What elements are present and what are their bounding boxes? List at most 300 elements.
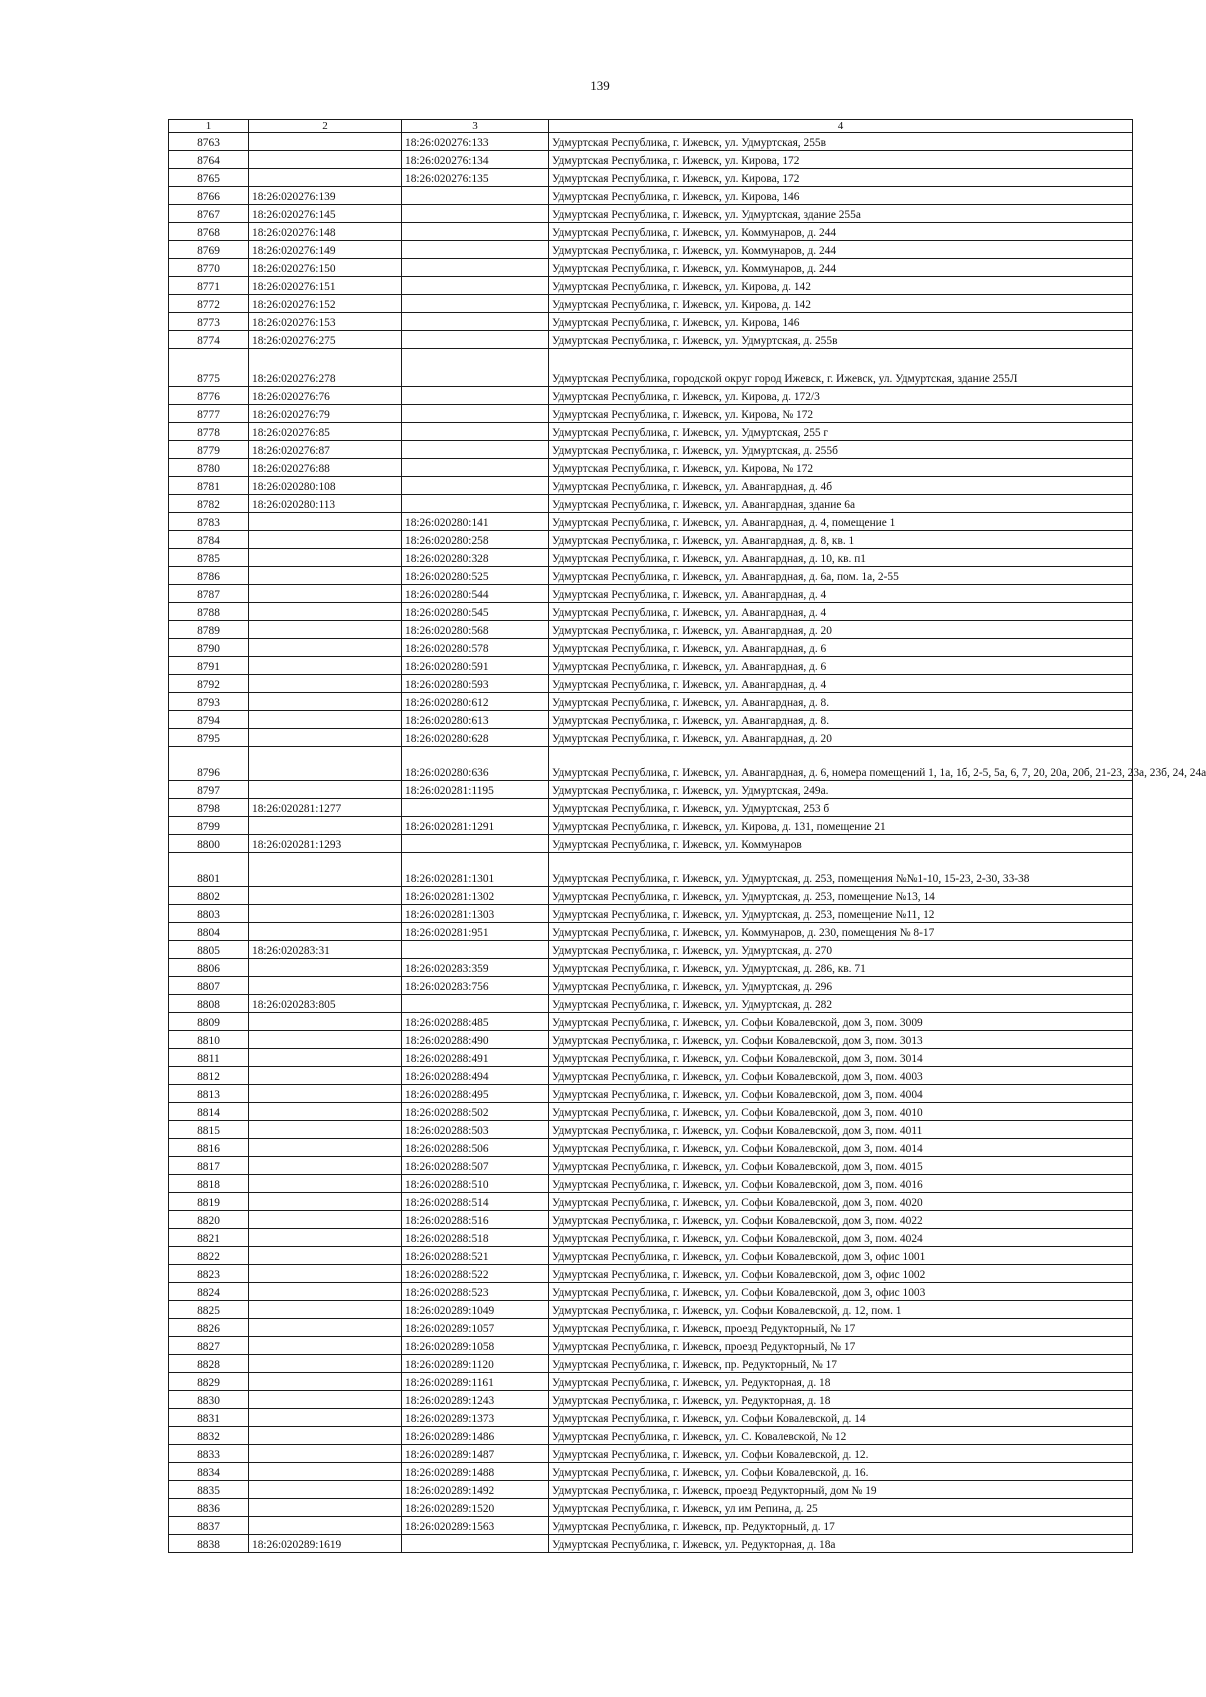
cadastral-number-cell: 18:26:020280:258 [402, 531, 549, 549]
table-row [169, 405, 1133, 423]
cadastral-number-cell [249, 549, 402, 567]
table-row [169, 133, 1133, 151]
cadastral-number-cell [249, 1517, 402, 1535]
row-number-cell: 8822 [169, 1247, 249, 1265]
row-number-cell: 8798 [169, 799, 249, 817]
cadastral-number-cell: 18:26:020289:1049 [402, 1301, 549, 1319]
table-row [169, 853, 1133, 887]
cadastral-number-cell: 18:26:020276:153 [249, 313, 402, 331]
cadastral-number-cell: 18:26:020288:507 [402, 1157, 549, 1175]
address-cell: Удмуртская Республика, г. Ижевск, ул. Коммунаров, д. 230, помещения № 8-17 [549, 923, 1133, 941]
address-cell: Удмуртская Республика, г. Ижевск, ул. Удмуртская, 249а. [549, 781, 1133, 799]
cadastral-number-cell: 18:26:020281:1291 [402, 817, 549, 835]
address-cell: Удмуртская Республика, г. Ижевск, ул. Софьи Ковалевской, д. 14 [549, 1409, 1133, 1427]
cadastral-number-cell [402, 349, 549, 387]
cadastral-number-cell: 18:26:020280:544 [402, 585, 549, 603]
table-row [169, 223, 1133, 241]
address-cell: Удмуртская Республика, г. Ижевск, ул. Софьи Ковалевской, дом 3, пом. 3014 [549, 1049, 1133, 1067]
row-number-cell: 8795 [169, 729, 249, 747]
cadastral-number-cell [402, 477, 549, 495]
cadastral-number-cell [249, 1049, 402, 1067]
row-number-cell: 8777 [169, 405, 249, 423]
address-cell: Удмуртская Республика, г. Ижевск, ул. Удмуртская, д. 296 [549, 977, 1133, 995]
address-cell: Удмуртская Республика, г. Ижевск, ул. Авангардная, д. 4 [549, 675, 1133, 693]
row-number-cell: 8773 [169, 313, 249, 331]
table-row [169, 781, 1133, 799]
cadastral-number-cell [249, 1409, 402, 1427]
row-number-cell: 8837 [169, 1517, 249, 1535]
cadastral-number-cell [402, 423, 549, 441]
row-number-cell: 8826 [169, 1319, 249, 1337]
address-cell: Удмуртская Республика, г. Ижевск, проезд Редукторный, № 17 [549, 1337, 1133, 1355]
row-number-cell: 8770 [169, 259, 249, 277]
cadastral-number-cell [249, 1283, 402, 1301]
address-cell: Удмуртская Республика, г. Ижевск, ул. Авангардная, д. 6, номера помещений 1, 1а, 1б, 2-5, 5а, 6, 7, 20, 20а, 20б, 21-23, 23а, 23б, 24, 24а [549, 747, 1133, 781]
row-number-cell: 8806 [169, 959, 249, 977]
cadastral-number-cell: 18:26:020289:1057 [402, 1319, 549, 1337]
table-row [169, 905, 1133, 923]
address-cell: Удмуртская Республика, г. Ижевск, ул. Софьи Ковалевской, дом 3, пом. 4016 [549, 1175, 1133, 1193]
table-row [169, 495, 1133, 513]
table-row [169, 1121, 1133, 1139]
table-row [169, 1067, 1133, 1085]
cadastral-number-cell: 18:26:020276:275 [249, 331, 402, 349]
cadastral-number-cell: 18:26:020288:502 [402, 1103, 549, 1121]
cadastral-number-cell: 18:26:020276:88 [249, 459, 402, 477]
address-cell: Удмуртская Республика, г. Ижевск, ул. Авангардная, д. 20 [549, 729, 1133, 747]
cadastral-number-cell: 18:26:020281:1277 [249, 799, 402, 817]
table-row [169, 1301, 1133, 1319]
table-row [169, 1193, 1133, 1211]
cadastral-number-cell: 18:26:020289:1488 [402, 1463, 549, 1481]
table-row [169, 313, 1133, 331]
row-number-cell: 8783 [169, 513, 249, 531]
row-number-cell: 8831 [169, 1409, 249, 1427]
cadastral-number-cell [249, 1463, 402, 1481]
row-number-cell: 8805 [169, 941, 249, 959]
cadastral-number-cell [402, 331, 549, 349]
table-row [169, 1175, 1133, 1193]
table-row [169, 241, 1133, 259]
cadastral-number-cell: 18:26:020288:494 [402, 1067, 549, 1085]
row-number-cell: 8791 [169, 657, 249, 675]
row-number-cell: 8820 [169, 1211, 249, 1229]
row-number-cell: 8800 [169, 835, 249, 853]
row-number-cell: 8788 [169, 603, 249, 621]
table-row [169, 169, 1133, 187]
table-row [169, 729, 1133, 747]
table-row [169, 657, 1133, 675]
row-number-cell: 8764 [169, 151, 249, 169]
row-number-cell: 8821 [169, 1229, 249, 1247]
address-cell: Удмуртская Республика, г. Ижевск, ул. Удмуртская, д. 253, помещение №11, 12 [549, 905, 1133, 923]
table-row [169, 959, 1133, 977]
address-cell: Удмуртская Республика, г. Ижевск, ул. Удмуртская, д. 253, помещения №№1-10, 15-23, 2-30, 33-38 [549, 853, 1133, 887]
row-number-cell: 8771 [169, 277, 249, 295]
address-cell: Удмуртская Республика, г. Ижевск, ул. Софьи Ковалевской, дом 3, пом. 4011 [549, 1121, 1133, 1139]
row-number-cell: 8787 [169, 585, 249, 603]
cadastral-number-cell [249, 675, 402, 693]
cadastral-number-cell [249, 959, 402, 977]
table-row [169, 1355, 1133, 1373]
table-row [169, 639, 1133, 657]
cadastral-number-cell: 18:26:020280:141 [402, 513, 549, 531]
cadastral-number-cell: 18:26:020280:568 [402, 621, 549, 639]
table-row [169, 747, 1133, 781]
table-row [169, 1391, 1133, 1409]
cadastral-number-cell: 18:26:020280:328 [402, 549, 549, 567]
cadastral-number-cell: 18:26:020281:951 [402, 923, 549, 941]
address-cell: Удмуртская Республика, г. Ижевск, ул. Коммунаров, д. 244 [549, 259, 1133, 277]
row-number-cell: 8792 [169, 675, 249, 693]
cadastral-number-cell [402, 259, 549, 277]
cadastral-number-cell: 18:26:020280:578 [402, 639, 549, 657]
cadastral-number-cell [249, 1301, 402, 1319]
address-cell: Удмуртская Республика, г. Ижевск, ул. Редукторная, д. 18а [549, 1535, 1133, 1553]
address-cell: Удмуртская Республика, г. Ижевск, ул. Авангардная, д. 6 [549, 657, 1133, 675]
row-number-cell: 8828 [169, 1355, 249, 1373]
table-row [169, 1427, 1133, 1445]
cadastral-number-cell [249, 1445, 402, 1463]
cadastral-number-cell: 18:26:020289:1487 [402, 1445, 549, 1463]
table-row [169, 423, 1133, 441]
cadastral-number-cell [402, 205, 549, 223]
address-cell: Удмуртская Республика, г. Ижевск, ул. Авангардная, д. 4б [549, 477, 1133, 495]
cadastral-number-cell: 18:26:020288:485 [402, 1013, 549, 1031]
cadastral-number-cell: 18:26:020276:150 [249, 259, 402, 277]
cadastral-number-cell: 18:26:020276:87 [249, 441, 402, 459]
address-cell: Удмуртская Республика, г. Ижевск, ул. Софьи Ковалевской, дом 3, пом. 4015 [549, 1157, 1133, 1175]
table-row [169, 205, 1133, 223]
table-row [169, 1049, 1133, 1067]
cadastral-number-cell [402, 1535, 549, 1553]
row-number-cell: 8836 [169, 1499, 249, 1517]
cadastral-number-cell: 18:26:020289:1058 [402, 1337, 549, 1355]
register-body [169, 133, 1206, 1553]
cadastral-number-cell [249, 133, 402, 151]
cadastral-number-cell: 18:26:020289:1120 [402, 1355, 549, 1373]
cadastral-number-cell [249, 1499, 402, 1517]
table-row [169, 387, 1133, 405]
address-cell: Удмуртская Республика, г. Ижевск, ул. Редукторная, д. 18 [549, 1373, 1133, 1391]
table-row [169, 1247, 1133, 1265]
cadastral-number-cell: 18:26:020289:1161 [402, 1373, 549, 1391]
cadastral-number-cell [249, 657, 402, 675]
row-number-cell: 8825 [169, 1301, 249, 1319]
table-row [169, 711, 1133, 729]
cadastral-number-cell [249, 693, 402, 711]
table-row [169, 1211, 1133, 1229]
cadastral-number-cell: 18:26:020288:522 [402, 1265, 549, 1283]
row-number-cell: 8808 [169, 995, 249, 1013]
address-cell: Удмуртская Республика, г. Ижевск, ул. Удмуртская, 253 б [549, 799, 1133, 817]
row-number-cell: 8763 [169, 133, 249, 151]
row-number-cell: 8769 [169, 241, 249, 259]
cadastral-number-cell [249, 513, 402, 531]
table-row [169, 585, 1133, 603]
address-cell: Удмуртская Республика, г. Ижевск, ул. Софьи Ковалевской, д. 12, пом. 1 [549, 1301, 1133, 1319]
cadastral-number-cell [249, 1139, 402, 1157]
address-cell: Удмуртская Республика, г. Ижевск, ул. Кирова, д. 131, помещение 21 [549, 817, 1133, 835]
address-cell: Удмуртская Республика, г. Ижевск, ул. Софьи Ковалевской, дом 3, пом. 4022 [549, 1211, 1133, 1229]
cadastral-number-cell [249, 923, 402, 941]
table-row [169, 331, 1133, 349]
cadastral-number-cell: 18:26:020289:1563 [402, 1517, 549, 1535]
table-row [169, 295, 1133, 313]
row-number-cell: 8768 [169, 223, 249, 241]
row-number-cell: 8816 [169, 1139, 249, 1157]
cadastral-number-cell [249, 1085, 402, 1103]
cadastral-number-cell: 18:26:020283:805 [249, 995, 402, 1013]
table-row [169, 1409, 1133, 1427]
cadastral-number-cell: 18:26:020280:108 [249, 477, 402, 495]
address-cell: Удмуртская Республика, г. Ижевск, ул. Кирова, 146 [549, 313, 1133, 331]
row-number-cell: 8767 [169, 205, 249, 223]
address-cell: Удмуртская Республика, г. Ижевск, пр. Редукторный, д. 17 [549, 1517, 1133, 1535]
cadastral-number-cell [249, 1031, 402, 1049]
cadastral-number-cell: 18:26:020280:591 [402, 657, 549, 675]
cadastral-number-cell [249, 711, 402, 729]
row-number-cell: 8835 [169, 1481, 249, 1499]
row-number-cell: 8782 [169, 495, 249, 513]
table-row [169, 1463, 1133, 1481]
table-row [169, 1103, 1133, 1121]
address-cell: Удмуртская Республика, г. Ижевск, ул. Удмуртская, 255 г [549, 423, 1133, 441]
row-number-cell: 8803 [169, 905, 249, 923]
cadastral-number-cell: 18:26:020276:139 [249, 187, 402, 205]
cadastral-number-cell: 18:26:020276:149 [249, 241, 402, 259]
address-cell: Удмуртская Республика, г. Ижевск, ул. Софьи Ковалевской, дом 3, офис 1001 [549, 1247, 1133, 1265]
cadastral-number-cell: 18:26:020276:145 [249, 205, 402, 223]
address-cell: Удмуртская Республика, г. Ижевск, ул. Авангардная, здание 6а [549, 495, 1133, 513]
column-number-row [169, 120, 1133, 133]
table-row [169, 1337, 1133, 1355]
cadastral-number-cell: 18:26:020276:152 [249, 295, 402, 313]
cadastral-number-cell [249, 1265, 402, 1283]
row-number-cell: 8811 [169, 1049, 249, 1067]
address-cell: Удмуртская Республика, г. Ижевск, ул. Софьи Ковалевской, дом 3, пом. 4004 [549, 1085, 1133, 1103]
cadastral-number-cell [249, 169, 402, 187]
row-number-cell: 8810 [169, 1031, 249, 1049]
row-number-cell: 8786 [169, 567, 249, 585]
table-row [169, 603, 1133, 621]
row-number-cell: 8801 [169, 853, 249, 887]
cadastral-number-cell [249, 585, 402, 603]
row-number-cell: 8799 [169, 817, 249, 835]
address-cell: Удмуртская Республика, г. Ижевск, ул. Коммунаров, д. 244 [549, 223, 1133, 241]
table-row [169, 621, 1133, 639]
row-number-cell: 8790 [169, 639, 249, 657]
row-number-cell: 8779 [169, 441, 249, 459]
cadastral-number-cell [402, 441, 549, 459]
table-row [169, 1283, 1133, 1301]
column-header-4: 4 [549, 120, 1133, 133]
cadastral-number-cell: 18:26:020288:490 [402, 1031, 549, 1049]
address-cell: Удмуртская Республика, г. Ижевск, ул. Авангардная, д. 8. [549, 693, 1133, 711]
cadastral-number-cell [249, 1013, 402, 1031]
row-number-cell: 8765 [169, 169, 249, 187]
row-number-cell: 8784 [169, 531, 249, 549]
cadastral-number-cell [249, 1175, 402, 1193]
cadastral-number-cell: 18:26:020281:1293 [249, 835, 402, 853]
column-header-2: 2 [249, 120, 402, 133]
cadastral-number-cell: 18:26:020280:113 [249, 495, 402, 513]
address-cell: Удмуртская Республика, г. Ижевск, пр. Редукторный, № 17 [549, 1355, 1133, 1373]
row-number-cell: 8789 [169, 621, 249, 639]
row-number-cell: 8776 [169, 387, 249, 405]
address-cell: Удмуртская Республика, г. Ижевск, ул. Кирова, д. 142 [549, 295, 1133, 313]
table-row [169, 1229, 1133, 1247]
address-cell: Удмуртская Республика, г. Ижевск, ул. Авангардная, д. 10, кв. п1 [549, 549, 1133, 567]
table-row [169, 459, 1133, 477]
cadastral-number-cell: 18:26:020280:545 [402, 603, 549, 621]
cadastral-number-cell [249, 887, 402, 905]
cadastral-number-cell: 18:26:020289:1619 [249, 1535, 402, 1553]
row-number-cell: 8838 [169, 1535, 249, 1553]
row-number-cell: 8813 [169, 1085, 249, 1103]
cadastral-number-cell [402, 295, 549, 313]
address-cell: Удмуртская Республика, г. Ижевск, ул. Авангардная, д. 6 [549, 639, 1133, 657]
table-row [169, 187, 1133, 205]
table-row [169, 1535, 1133, 1553]
address-cell: Удмуртская Республика, г. Ижевск, ул. Удмуртская, здание 255а [549, 205, 1133, 223]
table-row [169, 977, 1133, 995]
address-cell: Удмуртская Республика, г. Ижевск, ул. Софьи Ковалевской, дом 3, пом. 4024 [549, 1229, 1133, 1247]
cadastral-number-cell [249, 531, 402, 549]
cadastral-number-cell: 18:26:020288:521 [402, 1247, 549, 1265]
cadastral-number-cell: 18:26:020276:148 [249, 223, 402, 241]
row-number-cell: 8807 [169, 977, 249, 995]
table-row [169, 1373, 1133, 1391]
table-row [169, 477, 1133, 495]
cadastral-number-cell [402, 459, 549, 477]
address-cell: Удмуртская Республика, г. Ижевск, ул. Кирова, № 172 [549, 405, 1133, 423]
table-row [169, 941, 1133, 959]
table-row [169, 531, 1133, 549]
address-cell: Удмуртская Республика, г. Ижевск, ул. Удмуртская, д. 255б [549, 441, 1133, 459]
table-row [169, 1517, 1133, 1535]
address-cell: Удмуртская Республика, г. Ижевск, ул. Кирова, 172 [549, 151, 1133, 169]
cadastral-number-cell [402, 835, 549, 853]
row-number-cell: 8812 [169, 1067, 249, 1085]
table-row [169, 1157, 1133, 1175]
page-number: 139 [590, 78, 610, 93]
address-cell: Удмуртская Республика, г. Ижевск, ул. Удмуртская, д. 255в [549, 331, 1133, 349]
cadastral-number-cell: 18:26:020280:613 [402, 711, 549, 729]
column-header-3: 3 [402, 120, 549, 133]
address-cell: Удмуртская Республика, г. Ижевск, ул. Авангардная, д. 20 [549, 621, 1133, 639]
table-row [169, 1139, 1133, 1157]
cadastral-number-cell [402, 995, 549, 1013]
cadastral-number-cell [249, 747, 402, 781]
cadastral-number-cell: 18:26:020288:503 [402, 1121, 549, 1139]
table-row [169, 567, 1133, 585]
address-cell: Удмуртская Республика, г. Ижевск, ул. Софьи Ковалевской, дом 3, пом. 4003 [549, 1067, 1133, 1085]
table-row [169, 151, 1133, 169]
table-row [169, 1013, 1133, 1031]
cadastral-number-cell: 18:26:020289:1373 [402, 1409, 549, 1427]
cadastral-number-cell [249, 1319, 402, 1337]
table-row [169, 1499, 1133, 1517]
address-cell: Удмуртская Республика, г. Ижевск, ул. Кирова, 146 [549, 187, 1133, 205]
cadastral-number-cell: 18:26:020276:85 [249, 423, 402, 441]
row-number-cell: 8834 [169, 1463, 249, 1481]
table-row [169, 1031, 1133, 1049]
address-cell: Удмуртская Республика, г. Ижевск, ул. Софьи Ковалевской, дом 3, офис 1002 [549, 1265, 1133, 1283]
cadastral-number-cell [249, 1247, 402, 1265]
cadastral-number-cell [249, 1337, 402, 1355]
cadastral-number-cell: 18:26:020276:278 [249, 349, 402, 387]
cadastral-number-cell [402, 241, 549, 259]
address-cell: Удмуртская Республика, городской округ город Ижевск, г. Ижевск, ул. Удмуртская, здание 255Л [549, 349, 1133, 387]
row-number-cell: 8829 [169, 1373, 249, 1391]
address-cell: Удмуртская Республика, г. Ижевск, ул. Авангардная, д. 8, кв. 1 [549, 531, 1133, 549]
row-number-cell: 8824 [169, 1283, 249, 1301]
row-number-cell: 8778 [169, 423, 249, 441]
cadastral-number-cell [249, 781, 402, 799]
cadastral-number-cell [249, 1391, 402, 1409]
address-cell: Удмуртская Республика, г. Ижевск, ул. Софьи Ковалевской, дом 3, пом. 4010 [549, 1103, 1133, 1121]
table-row [169, 995, 1133, 1013]
row-number-cell: 8818 [169, 1175, 249, 1193]
register-table [168, 119, 1206, 1553]
cadastral-number-cell [402, 313, 549, 331]
table-row [169, 693, 1133, 711]
cadastral-number-cell [249, 1355, 402, 1373]
cadastral-number-cell [402, 387, 549, 405]
cadastral-number-cell: 18:26:020280:636 [402, 747, 549, 781]
cadastral-number-cell [402, 187, 549, 205]
row-number-cell: 8804 [169, 923, 249, 941]
cadastral-number-cell [249, 1211, 402, 1229]
cadastral-number-cell: 18:26:020288:523 [402, 1283, 549, 1301]
row-number-cell: 8775 [169, 349, 249, 387]
address-cell: Удмуртская Республика, г. Ижевск, ул им Репина, д. 25 [549, 1499, 1133, 1517]
cadastral-number-cell: 18:26:020276:135 [402, 169, 549, 187]
table-row [169, 1481, 1133, 1499]
address-cell: Удмуртская Республика, г. Ижевск, проезд Редукторный, № 17 [549, 1319, 1133, 1337]
cadastral-number-cell: 18:26:020280:628 [402, 729, 549, 747]
row-number-cell: 8809 [169, 1013, 249, 1031]
cadastral-number-cell: 18:26:020283:359 [402, 959, 549, 977]
cadastral-number-cell [249, 1157, 402, 1175]
cadastral-number-cell: 18:26:020288:510 [402, 1175, 549, 1193]
address-cell: Удмуртская Республика, г. Ижевск, ул. Удмуртская, д. 282 [549, 995, 1133, 1013]
address-cell: Удмуртская Республика, г. Ижевск, ул. Удмуртская, д. 270 [549, 941, 1133, 959]
cadastral-number-cell [249, 977, 402, 995]
row-number-cell: 8794 [169, 711, 249, 729]
cadastral-number-cell: 18:26:020276:151 [249, 277, 402, 295]
table-row [169, 349, 1133, 387]
table-row [169, 923, 1133, 941]
cadastral-number-cell [402, 799, 549, 817]
cadastral-number-cell [249, 729, 402, 747]
table-row [169, 1265, 1133, 1283]
row-number-cell: 8817 [169, 1157, 249, 1175]
cadastral-number-cell [249, 603, 402, 621]
row-number-cell: 8823 [169, 1265, 249, 1283]
address-cell: Удмуртская Республика, г. Ижевск, ул. Кирова, д. 142 [549, 277, 1133, 295]
cadastral-number-cell: 18:26:020280:525 [402, 567, 549, 585]
address-cell: Удмуртская Республика, г. Ижевск, ул. Авангардная, д. 4, помещение 1 [549, 513, 1133, 531]
cadastral-number-cell [249, 1427, 402, 1445]
address-cell: Удмуртская Республика, г. Ижевск, ул. Авангардная, д. 4 [549, 603, 1133, 621]
address-cell: Удмуртская Республика, г. Ижевск, ул. Кирова, 172 [549, 169, 1133, 187]
address-cell: Удмуртская Республика, г. Ижевск, ул. Софьи Ковалевской, д. 16. [549, 1463, 1133, 1481]
row-number-cell: 8819 [169, 1193, 249, 1211]
table-row [169, 1319, 1133, 1337]
row-number-cell: 8774 [169, 331, 249, 349]
